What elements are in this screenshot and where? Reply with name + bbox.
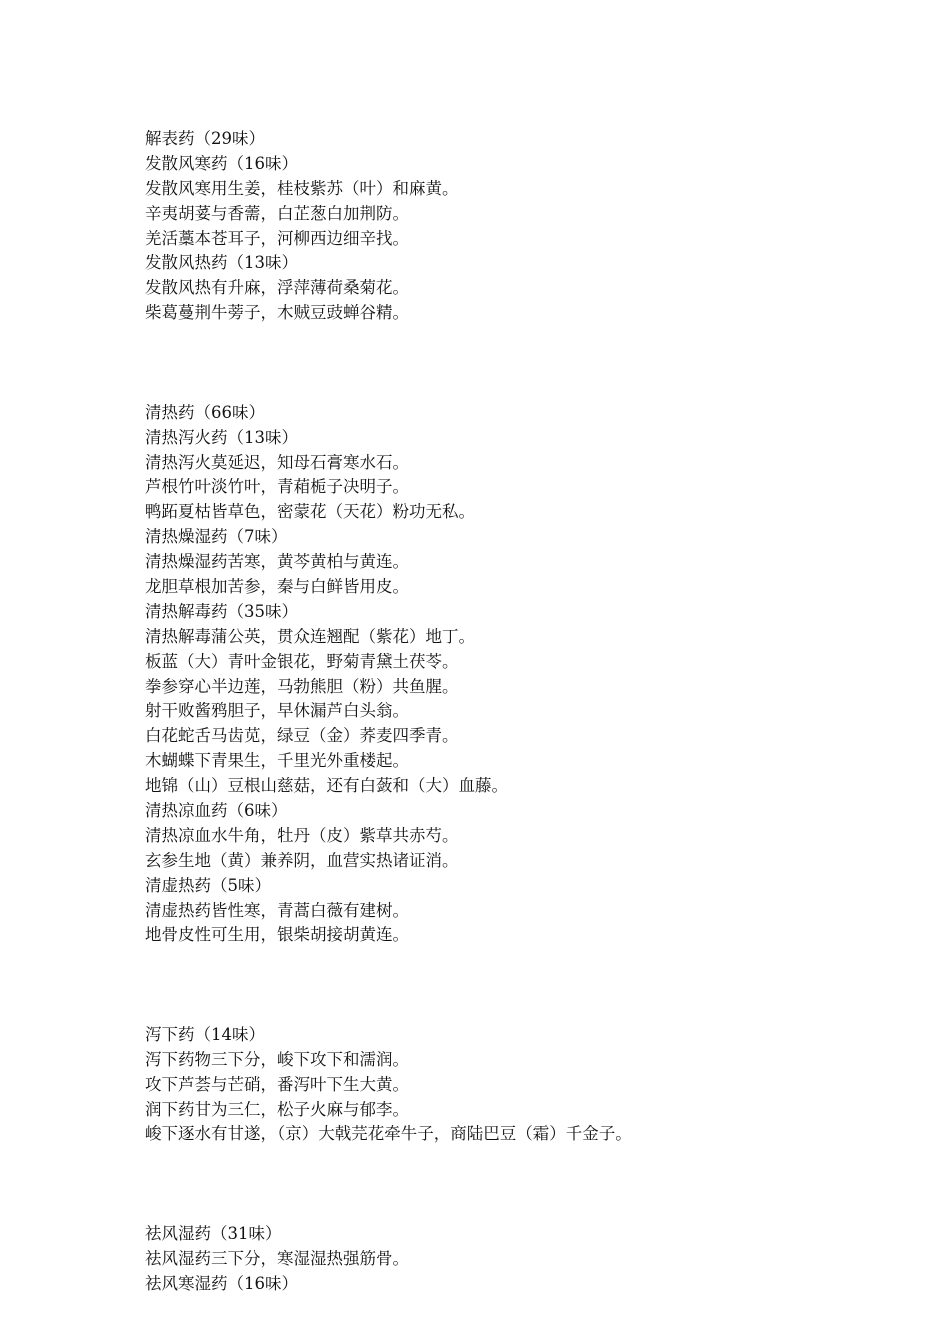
verse-line: 发散风寒用生姜，桂枝紫苏（叶）和麻黄。 [145, 178, 459, 198]
section-jiebiao [145, 127, 905, 326]
section-heading: 解表药（29味） [145, 129, 265, 148]
verse-line: 地锦（山）豆根山慈菇，还有白蔹和（大）血藤。 [145, 776, 508, 796]
verse-line: 清虚热药皆性寒，青蒿白薇有建树。 [145, 900, 409, 920]
verse-line: 攻下芦荟与芒硝，番泻叶下生大黄。 [145, 1074, 409, 1094]
verse-line: 泻下药物三下分，峻下攻下和濡润。 [145, 1049, 409, 1069]
verse-line: 射干败酱鸦胆子，早休漏芦白头翁。 [145, 701, 409, 721]
verse-line: 芦根竹叶淡竹叶，青葙栀子决明子。 [145, 477, 409, 497]
verse-line: 鸭跖夏枯皆草色，密蒙花（天花）粉功无私。 [145, 502, 475, 522]
verse-line: 清热泻火莫延迟，知母石膏寒水石。 [145, 452, 409, 472]
subsection-heading: 清热凉血药（6味） [145, 800, 288, 820]
verse-line: 白花蛇舌马齿苋，绿豆（金）荞麦四季青。 [145, 726, 459, 746]
section-spacer [145, 326, 905, 401]
subsection-heading: 清热燥湿药（7味） [145, 527, 288, 547]
verse-line: 柴葛蔓荆牛蒡子，木贼豆豉蝉谷精。 [145, 303, 409, 323]
subsection-heading: 祛风寒湿药（16味） [145, 1273, 298, 1293]
section-xiexia [145, 1023, 905, 1147]
section-qingre [145, 401, 905, 949]
section-heading: 清热药（66味） [145, 402, 265, 422]
verse-line: 润下药甘为三仁，松子火麻与郁李。 [145, 1099, 409, 1119]
verse-line: 木蝴蝶下青果生，千里光外重楼起。 [145, 751, 409, 771]
verse-line: 祛风湿药三下分，寒湿湿热强筋骨。 [145, 1248, 409, 1268]
subsection-heading: 清热解毒药（35味） [145, 601, 298, 621]
verse-line: 地骨皮性可生用，银柴胡接胡黄连。 [145, 925, 409, 945]
verse-line: 清热燥湿药苦寒，黄芩黄柏与黄连。 [145, 552, 409, 572]
section-spacer [145, 948, 905, 1023]
section-heading: 泻下药（14味） [145, 1024, 265, 1044]
section-qufengshi [145, 1222, 905, 1297]
verse-line: 羌活藁本苍耳子，河柳西边细辛找。 [145, 228, 409, 248]
subsection-heading: 清热泻火药（13味） [145, 427, 298, 447]
section-heading: 祛风湿药（31味） [145, 1223, 282, 1243]
verse-line: 辛夷胡荽与香薷，白芷葱白加荆防。 [145, 203, 409, 223]
verse-line: 发散风热有升麻，浮萍薄荷桑菊花。 [145, 278, 409, 298]
subsection-heading: 清虚热药（5味） [145, 875, 271, 895]
verse-line: 峻下逐水有甘遂，（京）大戟芫花牵牛子，商陆巴豆（霜）千金子。 [145, 1124, 632, 1144]
verse-line: 龙胆草根加苦参，秦与白鲜皆用皮。 [145, 576, 409, 596]
verse-line: 清热解毒蒲公英，贯众连翘配（紫花）地丁。 [145, 626, 475, 646]
verse-line: 玄参生地（黄）兼养阴，血营实热诸证消。 [145, 850, 459, 870]
subsection-heading: 发散风寒药（16味） [145, 153, 298, 173]
verse-line: 拳参穿心半边莲，马勃熊胆（粉）共鱼腥。 [145, 676, 459, 696]
section-spacer [145, 1147, 905, 1222]
document-body [145, 127, 905, 1297]
subsection-heading: 发散风热药（13味） [145, 253, 298, 273]
verse-line: 板蓝（大）青叶金银花，野菊青黛土茯苓。 [145, 651, 459, 671]
verse-line: 清热凉血水牛角，牡丹（皮）紫草共赤芍。 [145, 825, 459, 845]
